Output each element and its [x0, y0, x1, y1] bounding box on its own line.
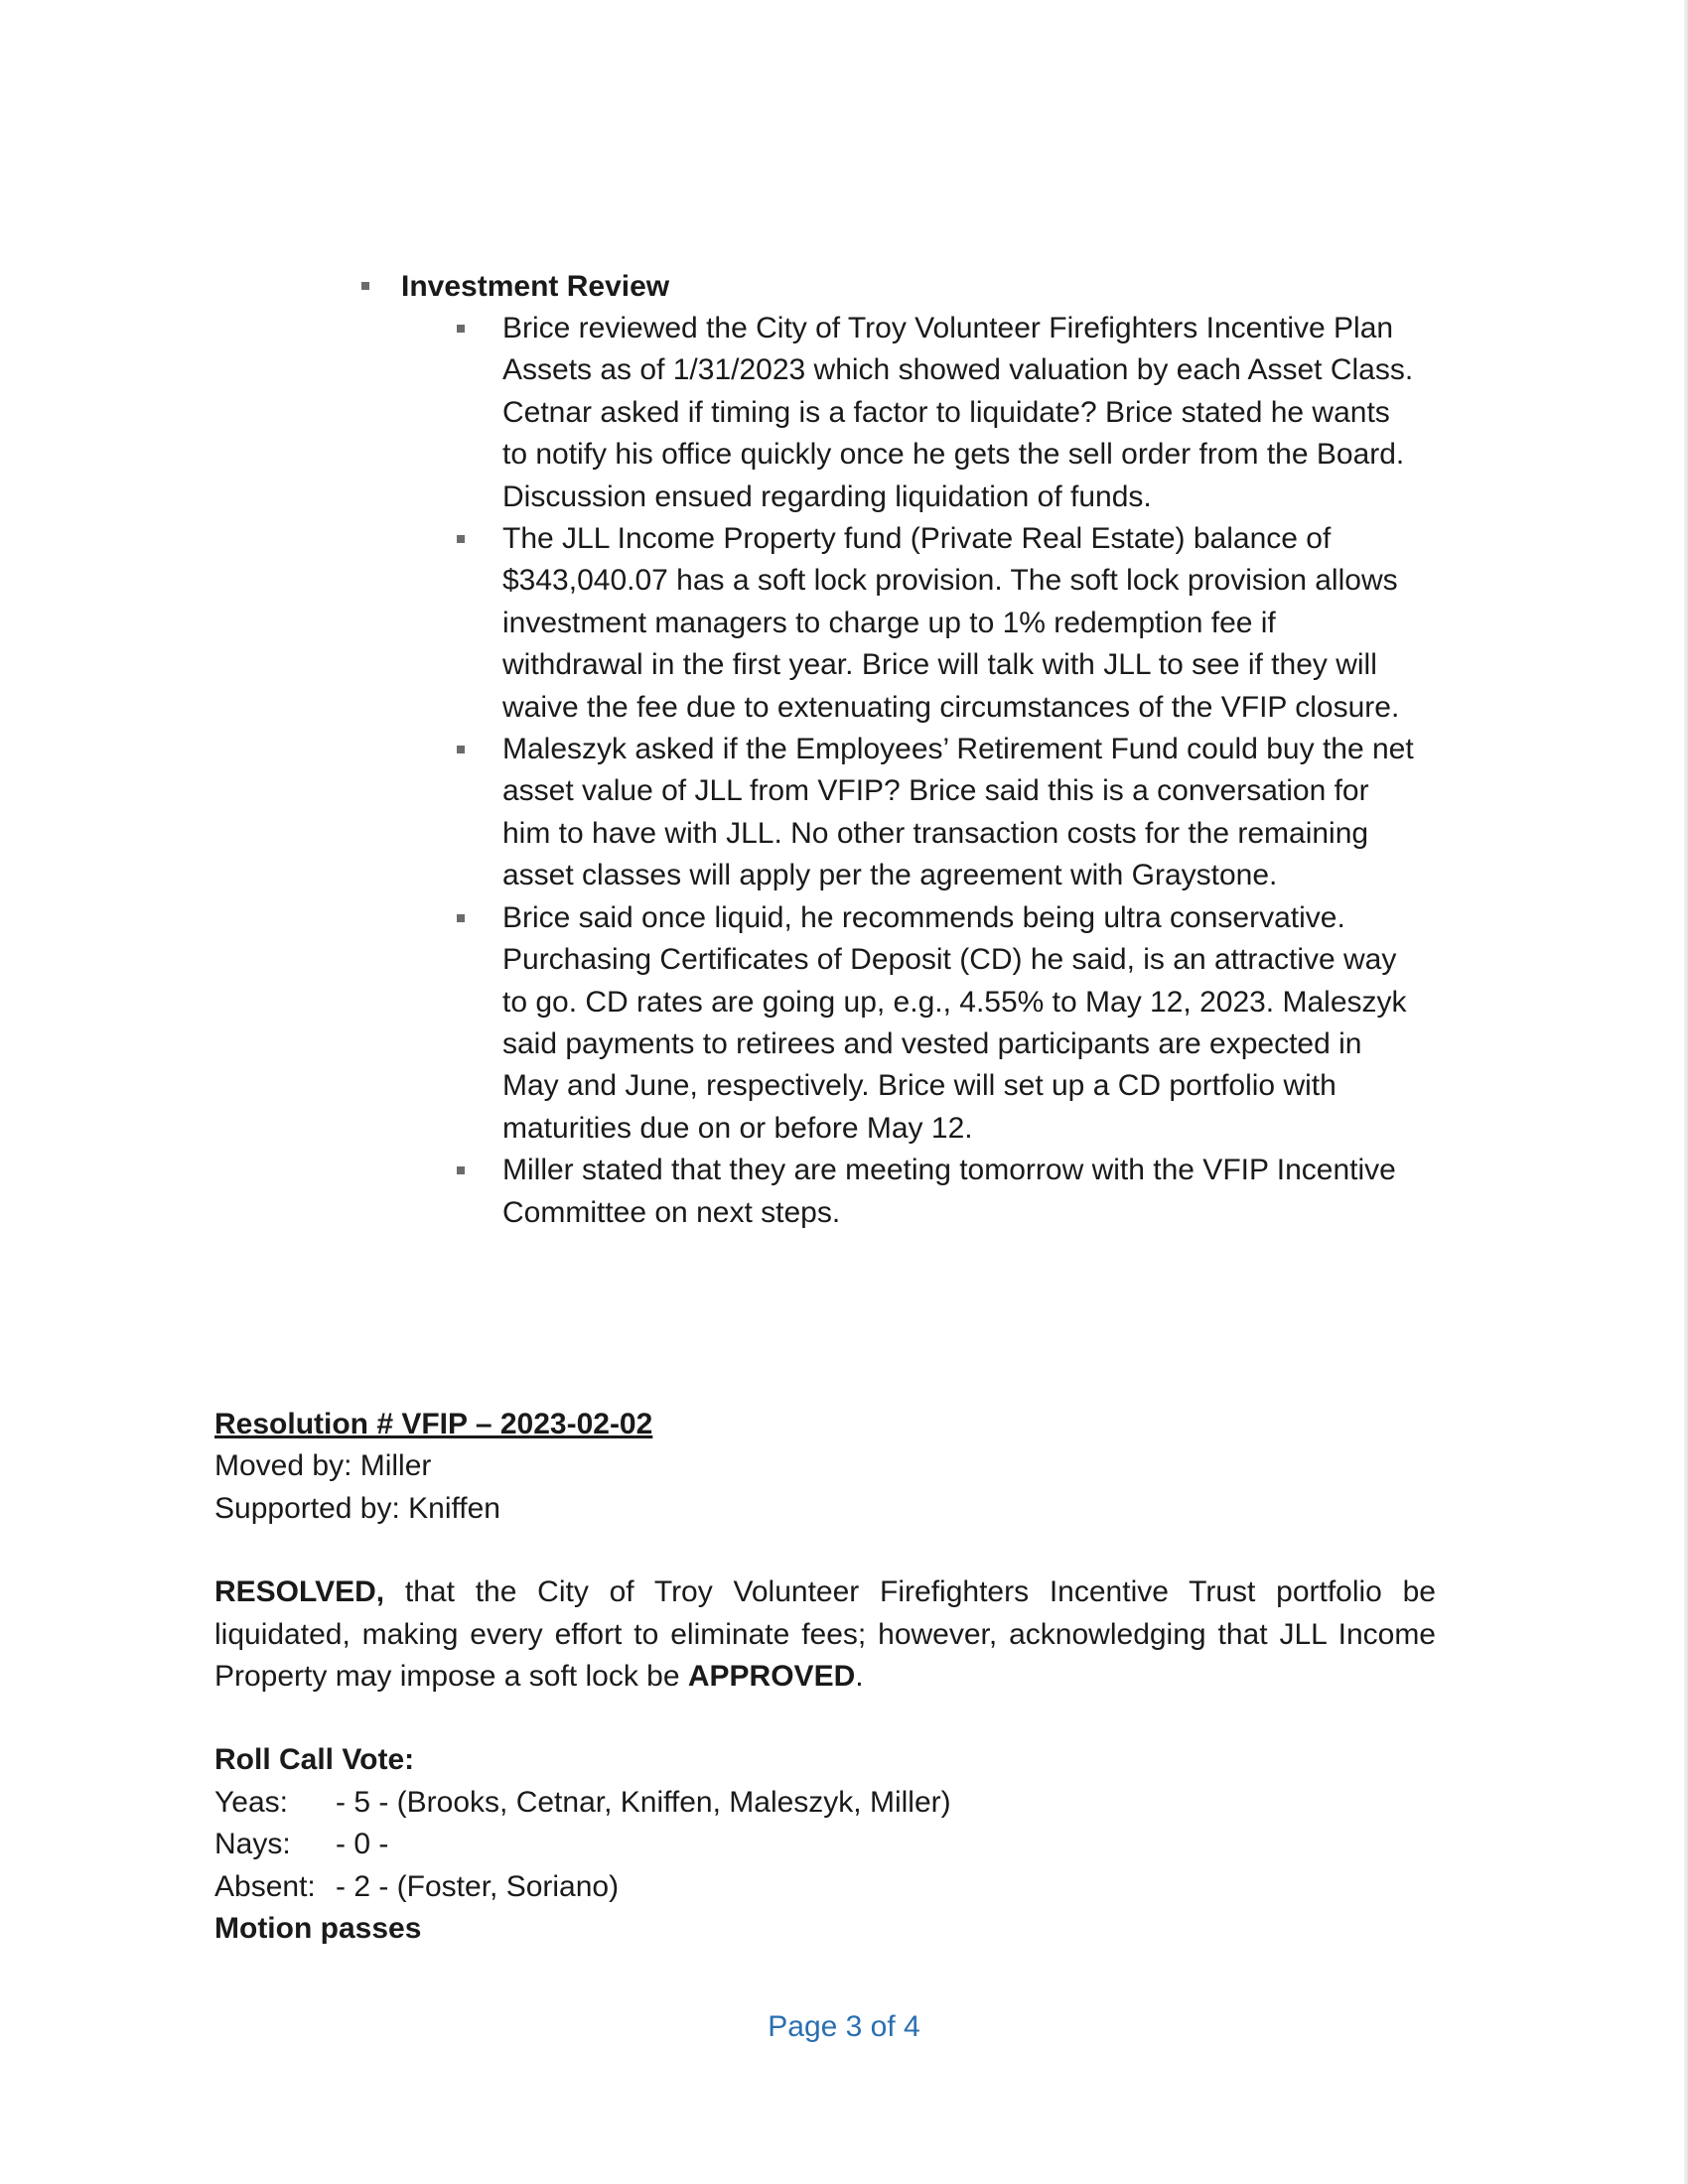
- vote-label: Absent:: [214, 1869, 316, 1903]
- vote-row-absent: [214, 1866, 1436, 1908]
- list-item: [457, 729, 1416, 897]
- list-item: [457, 518, 1416, 729]
- square-bullet-icon: [361, 282, 369, 290]
- resolved-lead: RESOLVED,: [214, 1575, 385, 1609]
- vote-label: Nays:: [214, 1828, 291, 1861]
- investment-review-section: [361, 266, 1434, 1234]
- vote-row-nays: [214, 1824, 1436, 1865]
- vote-value: - 0 -: [336, 1828, 389, 1861]
- square-bullet-icon: [457, 535, 465, 543]
- bullet-text: Miller stated that they are meeting tomorrow with the VFIP Incentive Committee on next steps.: [502, 1154, 1396, 1229]
- page-edge: [1684, 0, 1688, 2184]
- list-item: [457, 1150, 1416, 1234]
- section-heading: [361, 266, 1434, 308]
- vote-value: - 2 - (Foster, Soriano): [336, 1869, 620, 1903]
- roll-call-title: Roll Call Vote:: [214, 1743, 415, 1777]
- resolved-paragraph: [214, 1571, 1436, 1698]
- square-bullet-icon: [457, 914, 465, 922]
- square-bullet-icon: [457, 325, 465, 333]
- list-item: [457, 897, 1416, 1150]
- supported-by: Supported by: Kniffen: [214, 1491, 500, 1525]
- square-bullet-icon: [457, 746, 465, 753]
- resolution-section: [214, 1404, 1436, 1950]
- motion-result: Motion passes: [214, 1912, 422, 1946]
- bullet-text: Maleszyk asked if the Employees’ Retirement Fund could buy the net asset value of JLL from VFIP? Brice said this is a conversation for him to have with JLL. No other transaction costs for the remaining asset classes will apply per the agreement with Graystone.: [502, 733, 1414, 892]
- approved-label: APPROVED: [687, 1660, 856, 1694]
- list-item: [457, 308, 1416, 518]
- resolved-end: .: [855, 1660, 864, 1694]
- page-number: Page 3 of 4: [768, 2010, 920, 2043]
- bullet-text: Brice said once liquid, he recommends being ultra conservative. Purchasing Certificates of Deposit (CD) he said, is an attractive way to go. CD rates are going up, e.g., 4.55% to May 12, 2023. Maleszyk said payments to retirees and vested participants are expected in May and June, respectively. Brice will set up a CD portfolio with maturities due on or before May 12.: [502, 900, 1407, 1145]
- resolved-text: that the City of Troy Volunteer Firefighters Incentive Trust portfolio be liquidated, making every effort to eliminate fees; however, acknowledging that JLL Income Property may impose a soft lock be: [214, 1575, 1436, 1694]
- vote-value: - 5 - (Brooks, Cetnar, Kniffen, Maleszyk, Miller): [336, 1785, 951, 1819]
- vote-row-yeas: [214, 1782, 1436, 1824]
- resolution-title: Resolution # VFIP – 2023-02-02: [214, 1408, 653, 1440]
- bullet-text: The JLL Income Property fund (Private Real Estate) balance of $343,040.07 has a soft lock provision. The soft lock provision allows investment managers to charge up to 1% redemption fee if withdrawal in the first year. Brice will talk with JLL to see if they will waive the fee due to extenuating circumstances of the VFIP closure.: [502, 522, 1400, 724]
- section-title: Investment Review: [401, 270, 670, 303]
- bullet-text: Brice reviewed the City of Troy Volunteer Firefighters Incentive Plan Assets as of 1/31/2023 which showed valuation by each Asset Class. Cetnar asked if timing is a factor to liquidate? Brice stated he wants to notify his office quickly once he gets the sell order from the Board. Discussion ensued regarding liquidation of funds.: [502, 312, 1414, 513]
- square-bullet-icon: [457, 1166, 465, 1174]
- bullet-list: [361, 308, 1434, 1234]
- roll-call-block: [214, 1739, 1436, 1950]
- moved-by: Moved by: Miller: [214, 1449, 432, 1483]
- vote-label: Yeas:: [214, 1785, 288, 1819]
